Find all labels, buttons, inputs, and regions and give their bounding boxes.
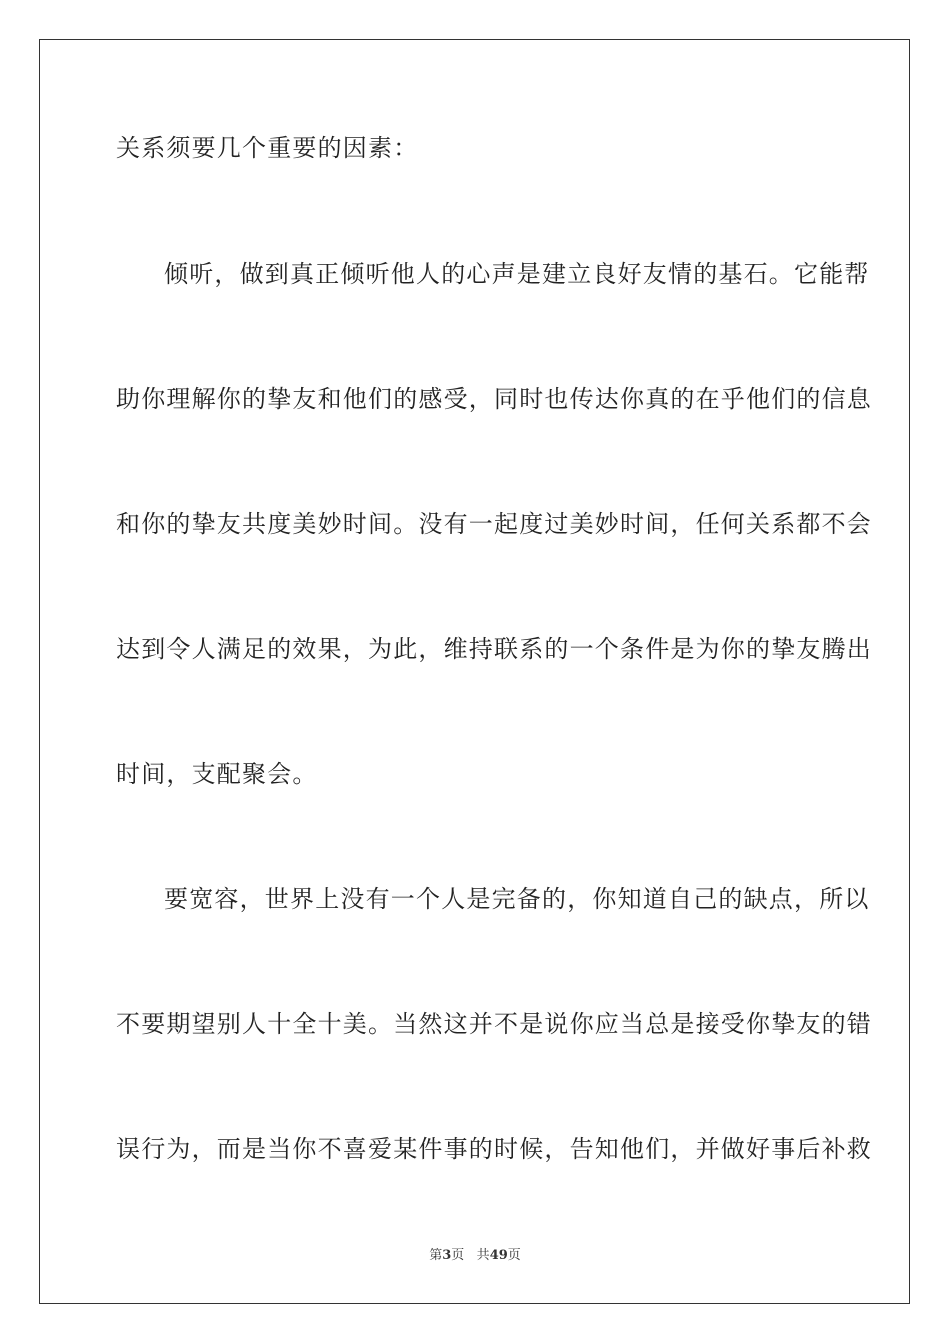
text-line: 不要期望别人十全十美。当然这并不是说你应当总是接受你挚友的错 xyxy=(116,1010,872,1038)
footer-page-suffix: 页 xyxy=(451,1248,465,1263)
text-line: 助你理解你的挚友和他们的感受，同时也传达你真的在乎他们的信息 xyxy=(116,385,872,413)
footer-total-prefix: 共 xyxy=(476,1248,490,1263)
footer-prefix: 第 xyxy=(429,1248,443,1263)
text-line: 达到令人满足的效果，为此，维持联系的一个条件是为你的挚友腾出 xyxy=(116,635,872,663)
text-line: 关系须要几个重要的因素： xyxy=(116,134,419,162)
total-pages-number: 49 xyxy=(489,1248,508,1263)
text-line: 要宽容，世界上没有一个人是完备的，你知道自己的缺点，所以 xyxy=(164,885,870,913)
text-line: 和你的挚友共度美妙时间。没有一起度过美妙时间，任何关系都不会 xyxy=(116,510,872,538)
page-border xyxy=(39,39,910,1304)
footer-total-suffix: 页 xyxy=(507,1248,521,1263)
text-line: 误行为，而是当你不喜爱某件事的时候，告知他们，并做好事后补救 xyxy=(116,1135,872,1163)
current-page-number: 3 xyxy=(442,1248,452,1263)
page-footer xyxy=(0,1247,950,1265)
text-line: 时间，支配聚会。 xyxy=(116,760,318,788)
text-line: 倾听，做到真正倾听他人的心声是建立良好友情的基石。它能帮 xyxy=(164,260,870,288)
